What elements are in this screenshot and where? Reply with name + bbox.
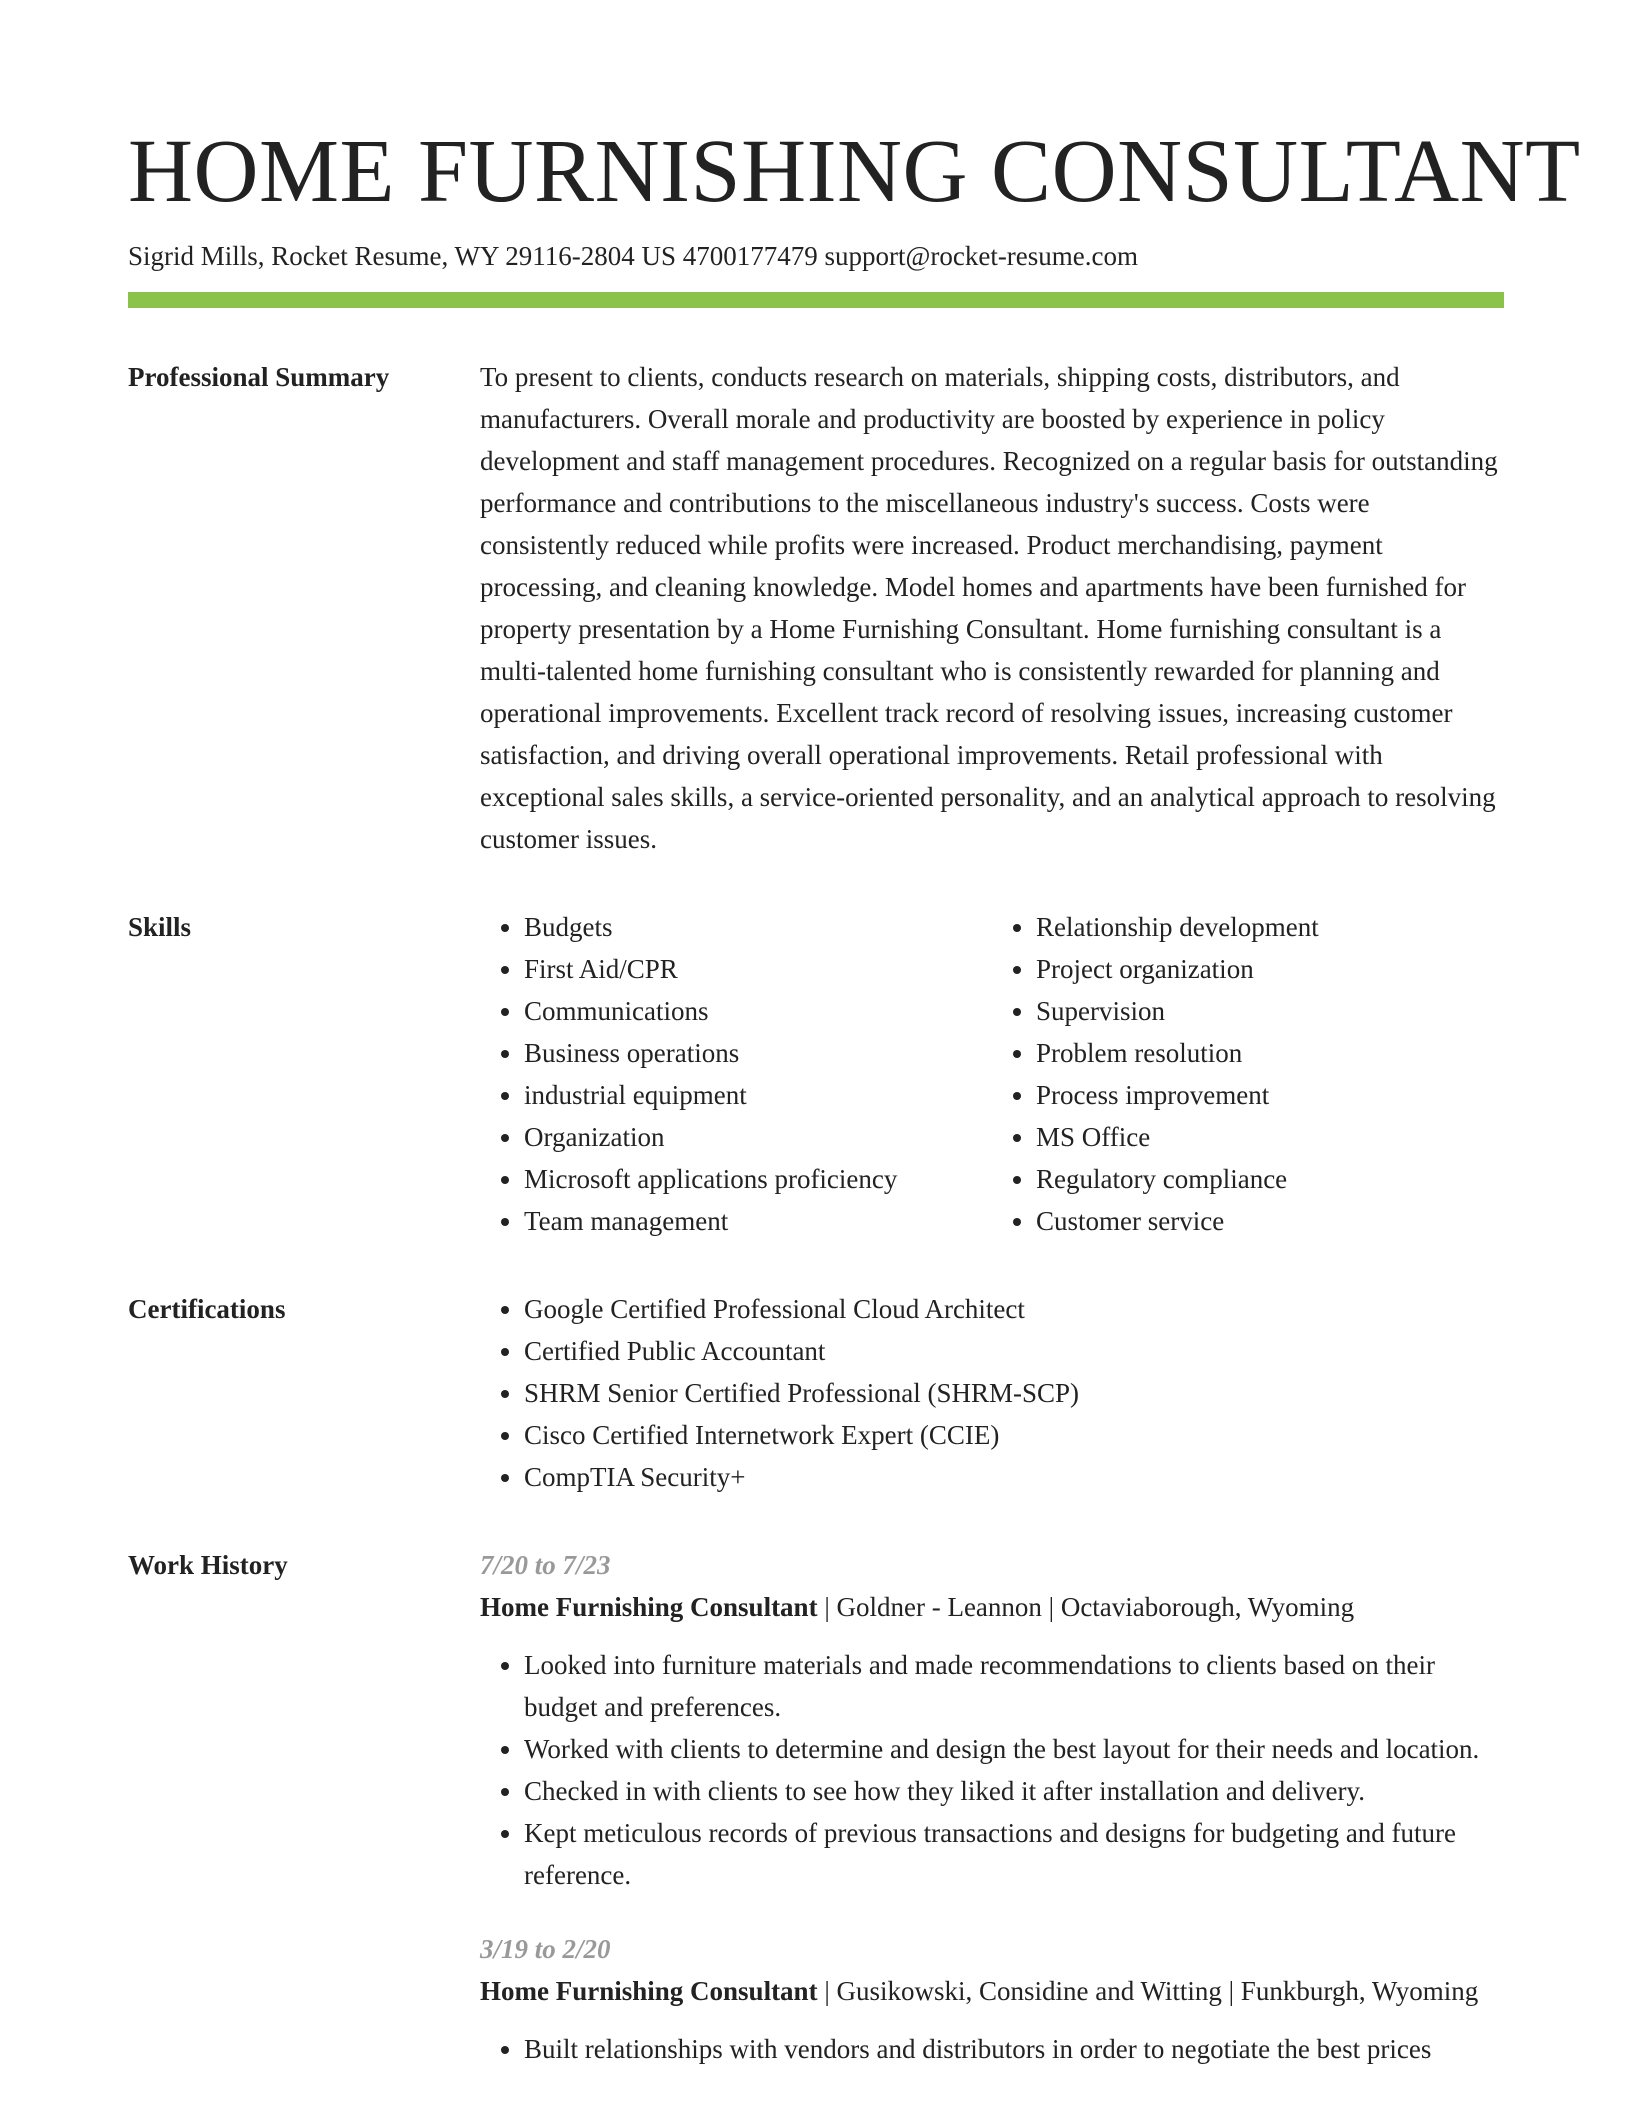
skill-item: • MS Office bbox=[1036, 1116, 1504, 1158]
skill-item: • Relationship development bbox=[1036, 906, 1504, 948]
summary-section bbox=[128, 356, 1504, 860]
skill-item: • Process improvement bbox=[1036, 1074, 1504, 1116]
skill-item: • First Aid/CPR bbox=[524, 948, 992, 990]
certification-item: • Cisco Certified Internetwork Expert (CCIE) bbox=[524, 1414, 1504, 1456]
certification-item: • SHRM Senior Certified Professional (SHRM-SCP) bbox=[524, 1372, 1504, 1414]
contact-line: Sigrid Mills, Rocket Resume, WY 29116-2804 US 4700177479 support@rocket-resume.com bbox=[128, 241, 1139, 271]
skill-item: • Microsoft applications proficiency bbox=[524, 1158, 992, 1200]
job-role: Home Furnishing Consultant bbox=[480, 1592, 818, 1622]
job-dates: 3/19 to 2/20 bbox=[480, 1934, 611, 1964]
job-dates: 7/20 to 7/23 bbox=[480, 1550, 611, 1580]
job-entry bbox=[480, 1928, 1504, 2070]
work-history-section bbox=[128, 1544, 1504, 2070]
job-bullet: • Looked into furniture materials and made recommendations to clients based on their budget and preferences. bbox=[524, 1644, 1504, 1728]
skills-list-right bbox=[992, 906, 1504, 1242]
job-bullet: • Kept meticulous records of previous transactions and designs for budgeting and future reference. bbox=[524, 1812, 1504, 1896]
job-bullet: • Checked in with clients to see how they liked it after installation and delivery. bbox=[524, 1770, 1504, 1812]
skill-item: • Regulatory compliance bbox=[1036, 1158, 1504, 1200]
skill-item: • Team management bbox=[524, 1200, 992, 1242]
job-details: | Goldner - Leannon | Octaviaborough, Wyoming bbox=[817, 1592, 1355, 1622]
skill-item: • Supervision bbox=[1036, 990, 1504, 1032]
resume-title: HOME FURNISHING CONSULTANT bbox=[128, 122, 1581, 221]
skill-item: • Organization bbox=[524, 1116, 992, 1158]
job-bullets bbox=[480, 2028, 1504, 2070]
certification-item: • CompTIA Security+ bbox=[524, 1456, 1504, 1498]
skill-item: • Project organization bbox=[1036, 948, 1504, 990]
job-header bbox=[480, 1586, 1504, 1628]
job-details: | Gusikowski, Considine and Witting | Funkburgh, Wyoming bbox=[817, 1976, 1479, 2006]
job-bullets bbox=[480, 1644, 1504, 1896]
certification-item: • Google Certified Professional Cloud Architect bbox=[524, 1288, 1504, 1330]
skills-list-left bbox=[480, 906, 992, 1242]
section-label-work-history: Work History bbox=[128, 1550, 288, 1580]
skills-section bbox=[128, 906, 1504, 1242]
accent-divider bbox=[128, 292, 1504, 308]
skill-item: • Customer service bbox=[1036, 1200, 1504, 1242]
section-label-certifications: Certifications bbox=[128, 1294, 286, 1324]
resume-page bbox=[128, 0, 1581, 2070]
job-header bbox=[480, 1970, 1504, 2012]
job-bullet: • Worked with clients to determine and design the best layout for their needs and location. bbox=[524, 1728, 1504, 1770]
summary-text: To present to clients, conducts research on materials, shipping costs, distributors, and manufacturers. Overall morale and productivity are boosted by experience in policy development and staff management procedures. Recognized on a regular basis for outstanding performance and contributions to the miscellaneous industry's success. Costs were consistently reduced while profits were increased. Product merchandising, payment processing, and cleaning knowledge. Model homes and apartments have been furnished for property presentation by a Home Furnishing Consultant. Home furnishing consultant is a multi-talented home furnishing consultant who is consistently rewarded for planning and operational improvements. Excellent track record of resolving issues, increasing customer satisfaction, and driving overall operational improvements. Retail professional with exceptional sales skills, a service-oriented personality, and an analytical approach to resolving customer issues. bbox=[480, 362, 1498, 854]
section-label-summary: Professional Summary bbox=[128, 362, 390, 392]
skill-item: • Communications bbox=[524, 990, 992, 1032]
skill-item: • Business operations bbox=[524, 1032, 992, 1074]
skill-item: • industrial equipment bbox=[524, 1074, 992, 1116]
section-label-skills: Skills bbox=[128, 912, 192, 942]
certifications-list bbox=[480, 1288, 1504, 1498]
certifications-section bbox=[128, 1288, 1504, 1498]
skill-item: • Problem resolution bbox=[1036, 1032, 1504, 1074]
job-bullet: • Built relationships with vendors and distributors in order to negotiate the best prices bbox=[524, 2028, 1504, 2070]
skill-item: • Budgets bbox=[524, 906, 992, 948]
job-role: Home Furnishing Consultant bbox=[480, 1976, 818, 2006]
job-entry bbox=[480, 1544, 1504, 1896]
certification-item: • Certified Public Accountant bbox=[524, 1330, 1504, 1372]
